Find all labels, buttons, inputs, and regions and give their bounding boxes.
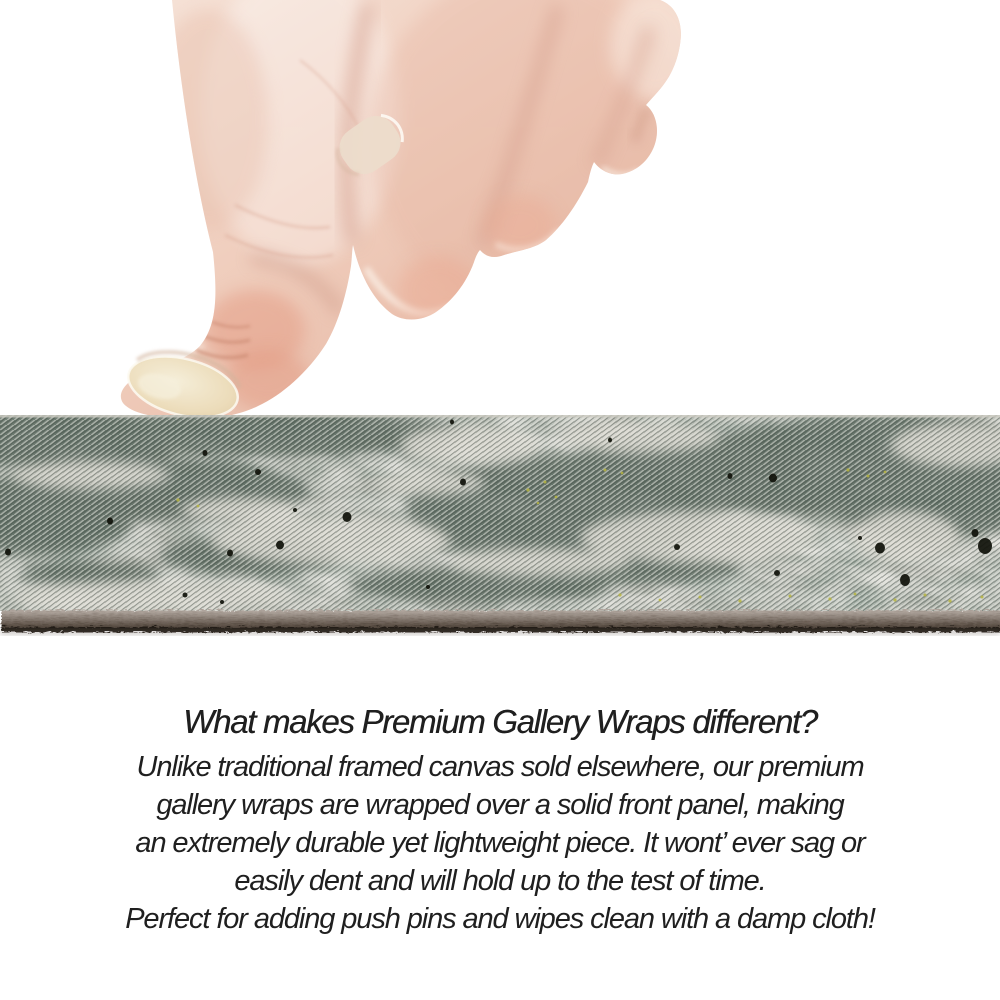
copy-line-3: an extremely durable yet lightweight piece. It wont’ ever sag or <box>135 827 865 859</box>
copy-line-5: Perfect for adding push pins and wipes clean with a damp cloth! <box>125 903 875 935</box>
strip-top-edge <box>0 415 1000 418</box>
marketing-copy <box>0 702 1000 938</box>
copy-heading: What makes Premium Gallery Wraps different? <box>183 703 817 740</box>
panel-bottom-edge <box>0 609 1000 634</box>
hand-photo <box>0 0 1000 425</box>
canvas-texture <box>0 415 1000 640</box>
canvas-edge-strip <box>0 415 1000 640</box>
hand-illustration <box>121 0 700 425</box>
copy-line-4: easily dent and will hold up to the test of time. <box>234 865 766 897</box>
copy-line-2: gallery wraps are wrapped over a solid front panel, making <box>156 789 844 821</box>
copy-line-1: Unlike traditional framed canvas sold elsewhere, our premium <box>136 751 864 783</box>
